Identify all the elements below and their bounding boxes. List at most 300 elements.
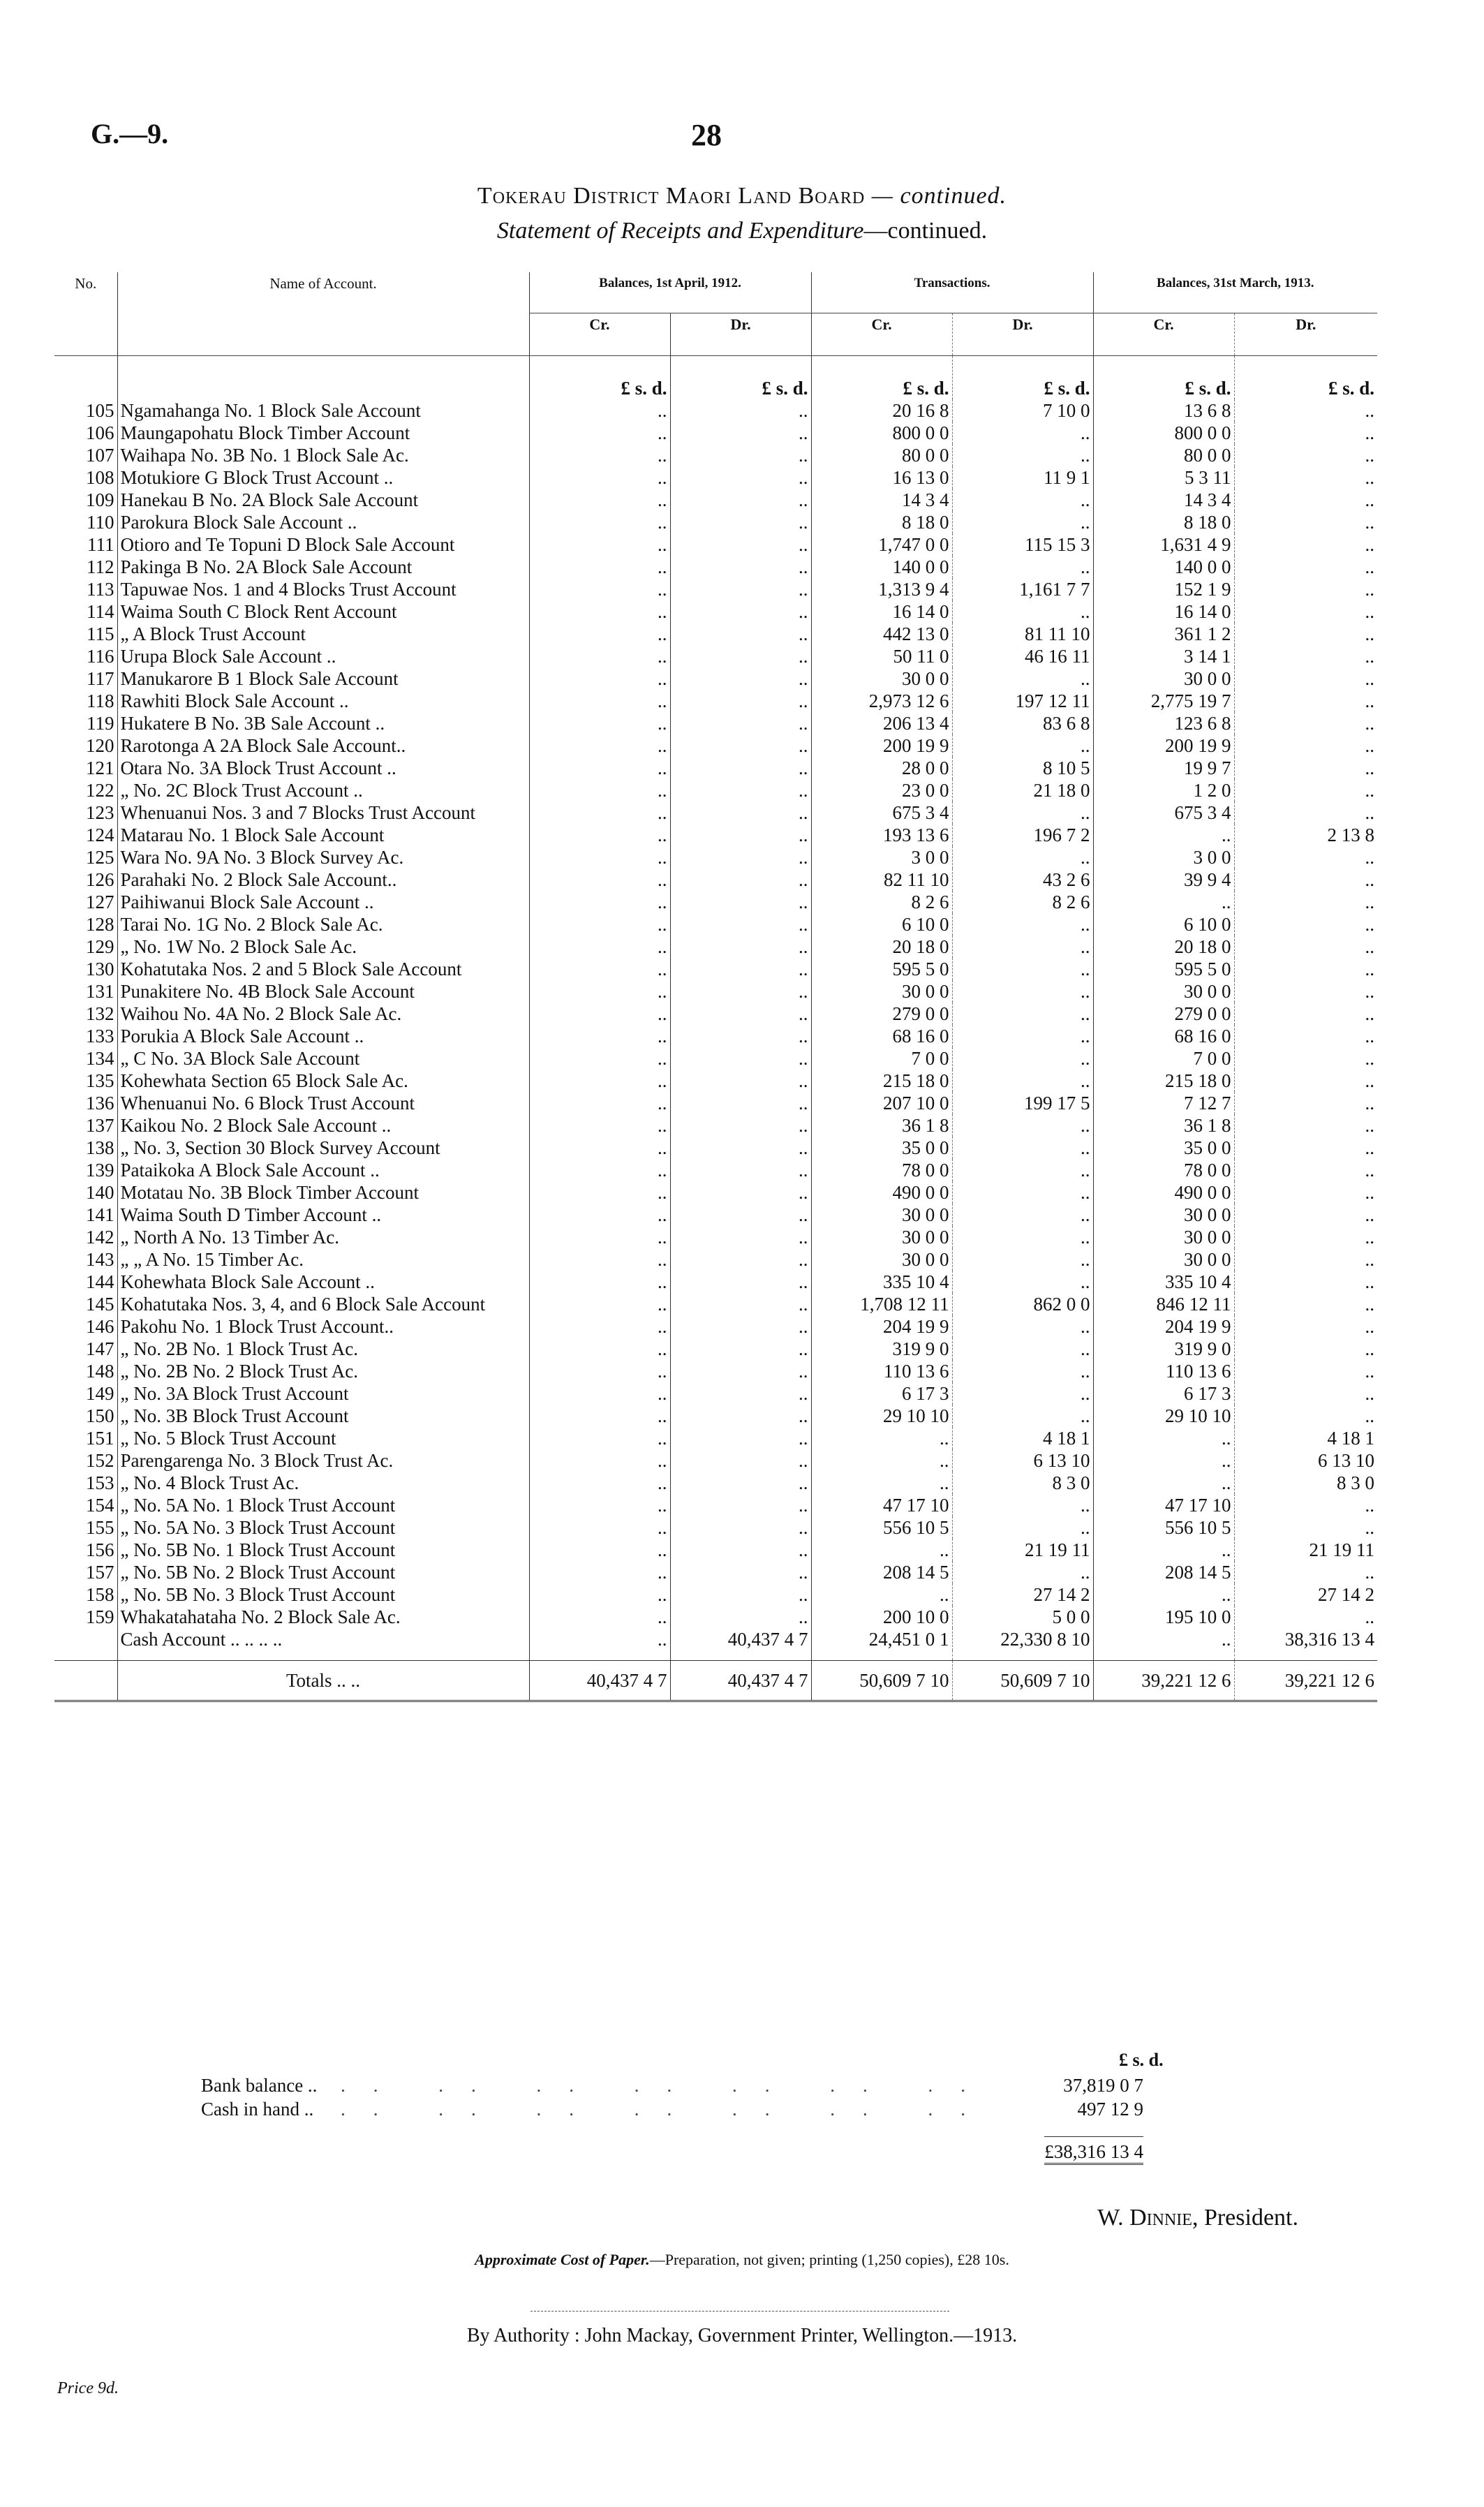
balance-1913-dr: .. — [1234, 578, 1377, 600]
cash-in-hand-label: Cash in hand .. — [201, 2099, 314, 2120]
cost-note — [0, 2251, 1484, 2269]
table-row — [54, 734, 1377, 757]
balance-1912-cr: .. — [529, 1606, 670, 1628]
balance-1913-cr: 19 9 7 — [1093, 757, 1234, 779]
balance-1912-dr: .. — [670, 1494, 811, 1516]
account-number: 108 — [86, 467, 114, 488]
balance-1913-cr: 490 0 0 — [1093, 1181, 1234, 1204]
transactions-cr: 30 0 0 — [811, 667, 952, 690]
balance-1912-cr: .. — [529, 1047, 670, 1070]
balance-1912-cr: .. — [529, 1293, 670, 1315]
balance-1913-dr: 21 19 11 — [1234, 1539, 1377, 1561]
balance-1912-dr: .. — [670, 422, 811, 444]
account-name: Tarai No. 1G No. 2 Block Sale Ac. — [117, 913, 529, 935]
balance-1913-cr: .. — [1093, 1427, 1234, 1449]
transactions-dr: 43 2 6 — [952, 868, 1093, 891]
transactions-cr: 24,451 0 1 — [811, 1628, 952, 1650]
transactions-dr: 46 16 11 — [952, 645, 1093, 667]
balance-1912-cr: .. — [529, 1226, 670, 1248]
transactions-cr: 3 0 0 — [811, 846, 952, 868]
balance-1913-cr: 30 0 0 — [1093, 1226, 1234, 1248]
balance-1912-dr: .. — [670, 1382, 811, 1405]
balance-1913-cr: 675 3 4 — [1093, 801, 1234, 824]
balance-1912-cr: .. — [529, 1315, 670, 1338]
balance-1913-cr: 7 0 0 — [1093, 1047, 1234, 1070]
balance-1913-cr: 30 0 0 — [1093, 1204, 1234, 1226]
account-name: Ngamahanga No. 1 Block Sale Account — [117, 399, 529, 422]
account-name: Urupa Block Sale Account .. — [117, 645, 529, 667]
bank-balance-label: Bank balance .. — [201, 2075, 318, 2096]
balance-1913-cr: 110 13 6 — [1093, 1360, 1234, 1382]
page-number: 28 — [691, 118, 722, 152]
balance-1913-cr: .. — [1093, 891, 1234, 913]
balance-1912-cr: .. — [529, 422, 670, 444]
transactions-cr: .. — [811, 1449, 952, 1472]
transactions-dr: .. — [952, 1382, 1093, 1405]
account-number: 147 — [86, 1338, 114, 1359]
account-name: Waima South D Timber Account .. — [117, 1204, 529, 1226]
transactions-dr: 21 18 0 — [952, 779, 1093, 801]
account-name: Tapuwae Nos. 1 and 4 Blocks Trust Account — [117, 578, 529, 600]
balance-1913-dr: .. — [1234, 958, 1377, 980]
balance-1913-dr: .. — [1234, 846, 1377, 868]
table-row — [54, 1248, 1377, 1271]
table-row — [54, 623, 1377, 645]
balance-1913-dr: .. — [1234, 667, 1377, 690]
balance-1913-dr: .. — [1234, 1405, 1377, 1427]
balance-1912-dr: .. — [670, 1561, 811, 1583]
balance-1913-dr: .. — [1234, 623, 1377, 645]
account-name: „ A Block Trust Account — [117, 623, 529, 645]
account-number: 142 — [86, 1227, 114, 1248]
transactions-dr: 83 6 8 — [952, 712, 1093, 734]
table-row — [54, 1025, 1377, 1047]
subtitle-main: Statement of Receipts and Expenditure — [496, 218, 864, 244]
transactions-dr: .. — [952, 1226, 1093, 1248]
header-b2-dr: Dr. — [1234, 313, 1377, 356]
bank-unit-label: £ s. d. — [1119, 2050, 1164, 2070]
balance-1912-cr: .. — [529, 958, 670, 980]
table-row — [54, 801, 1377, 824]
account-name: Kaikou No. 2 Block Sale Account .. — [117, 1114, 529, 1137]
balance-1912-cr: .. — [529, 444, 670, 466]
balance-1913-cr: 123 6 8 — [1093, 712, 1234, 734]
balance-1913-cr: 215 18 0 — [1093, 1070, 1234, 1092]
transactions-dr: .. — [952, 1159, 1093, 1181]
unit-label: £ s. d. — [670, 356, 811, 400]
account-name: „ C No. 3A Block Sale Account — [117, 1047, 529, 1070]
transactions-cr: .. — [811, 1583, 952, 1606]
balance-1912-dr: .. — [670, 690, 811, 712]
transactions-dr: 22,330 8 10 — [952, 1628, 1093, 1650]
balance-1912-dr: .. — [670, 757, 811, 779]
balance-1912-dr: .. — [670, 935, 811, 958]
transactions-dr: .. — [952, 1561, 1093, 1583]
balance-1913-cr: 20 18 0 — [1093, 935, 1234, 958]
account-name: „ No. 5 Block Trust Account — [117, 1427, 529, 1449]
table-row — [54, 1070, 1377, 1092]
transactions-cr: 30 0 0 — [811, 980, 952, 1003]
account-number: 136 — [86, 1093, 114, 1114]
balance-1913-dr: .. — [1234, 935, 1377, 958]
transactions-dr: 197 12 11 — [952, 690, 1093, 712]
balance-1912-cr: .. — [529, 1338, 670, 1360]
balance-1913-cr: 29 10 10 — [1093, 1405, 1234, 1427]
transactions-cr: 319 9 0 — [811, 1338, 952, 1360]
table-row — [54, 1137, 1377, 1159]
balance-1912-cr: .. — [529, 623, 670, 645]
account-number: 130 — [86, 959, 114, 979]
account-name: „ No. 5A No. 1 Block Trust Account — [117, 1494, 529, 1516]
account-name: Kohewhata Section 65 Block Sale Ac. — [117, 1070, 529, 1092]
account-name: „ No. 2B No. 1 Block Trust Ac. — [117, 1338, 529, 1360]
table-row — [54, 1539, 1377, 1561]
balance-1912-cr: .. — [529, 1427, 670, 1449]
transactions-dr: 8 3 0 — [952, 1472, 1093, 1494]
balance-1912-dr: .. — [670, 734, 811, 757]
document-title — [0, 183, 1484, 209]
balance-1912-cr: .. — [529, 1561, 670, 1583]
balance-1913-cr: 39 9 4 — [1093, 868, 1234, 891]
balance-1913-dr: .. — [1234, 1494, 1377, 1516]
balance-1913-cr: .. — [1093, 1539, 1234, 1561]
transactions-dr: .. — [952, 958, 1093, 980]
transactions-dr: .. — [952, 511, 1093, 533]
balance-1912-cr: .. — [529, 1628, 670, 1650]
account-number: 115 — [87, 623, 114, 644]
table-row — [54, 667, 1377, 690]
table-row — [54, 1181, 1377, 1204]
account-name: Rarotonga A 2A Block Sale Account.. — [117, 734, 529, 757]
totals-label: Totals .. .. — [117, 1661, 529, 1701]
table-row — [54, 489, 1377, 511]
balance-1913-cr: .. — [1093, 1449, 1234, 1472]
transactions-cr: .. — [811, 1539, 952, 1561]
transactions-cr: 6 17 3 — [811, 1382, 952, 1405]
transactions-cr: 200 19 9 — [811, 734, 952, 757]
table-row — [54, 1114, 1377, 1137]
account-number: 113 — [87, 579, 114, 600]
transactions-cr: 215 18 0 — [811, 1070, 952, 1092]
balance-1912-dr: .. — [670, 511, 811, 533]
balance-1912-cr: .. — [529, 1539, 670, 1561]
cost-text: —Preparation, not given; printing (1,250 copies), £28 10s. — [649, 2251, 1009, 2268]
balance-1912-cr: .. — [529, 935, 670, 958]
page-reference: G.—9. — [91, 118, 169, 149]
transactions-dr: 1,161 7 7 — [952, 578, 1093, 600]
balance-1913-dr: .. — [1234, 757, 1377, 779]
transactions-cr: 82 11 10 — [811, 868, 952, 891]
account-number: 111 — [87, 534, 114, 555]
balance-1913-dr: .. — [1234, 690, 1377, 712]
transactions-cr: 36 1 8 — [811, 1114, 952, 1137]
balance-1912-cr: .. — [529, 690, 670, 712]
balance-1912-dr: .. — [670, 1427, 811, 1449]
table-row — [54, 1204, 1377, 1226]
account-name: Kohatutaka Nos. 2 and 5 Block Sale Account — [117, 958, 529, 980]
transactions-cr: 208 14 5 — [811, 1561, 952, 1583]
transactions-dr: .. — [952, 1494, 1093, 1516]
account-name: Parahaki No. 2 Block Sale Account.. — [117, 868, 529, 891]
balance-1912-cr: .. — [529, 1405, 670, 1427]
cash-in-hand-value: 497 12 9 — [1077, 2099, 1143, 2120]
transactions-dr: .. — [952, 980, 1093, 1003]
balance-1913-dr: .. — [1234, 1360, 1377, 1382]
balance-1912-dr: .. — [670, 1181, 811, 1204]
table-row — [54, 1047, 1377, 1070]
balance-1913-dr: .. — [1234, 1516, 1377, 1539]
balance-1912-dr: .. — [670, 1449, 811, 1472]
account-name: Waihou No. 4A No. 2 Block Sale Ac. — [117, 1003, 529, 1025]
balance-1912-dr: .. — [670, 1003, 811, 1025]
balance-1913-dr: .. — [1234, 422, 1377, 444]
balance-1913-dr: .. — [1234, 533, 1377, 556]
balance-1913-cr: 8 18 0 — [1093, 511, 1234, 533]
transactions-cr: 110 13 6 — [811, 1360, 952, 1382]
table-row — [54, 556, 1377, 578]
signature-title: President. — [1203, 2205, 1298, 2231]
header-name: Name of Account. — [117, 272, 529, 356]
account-number: 140 — [86, 1182, 114, 1203]
balance-1912-dr: .. — [670, 1405, 811, 1427]
account-name: Whenuanui Nos. 3 and 7 Blocks Trust Account — [117, 801, 529, 824]
cost-label: Approximate Cost of Paper. — [475, 2251, 650, 2268]
balance-1913-dr: .. — [1234, 1070, 1377, 1092]
transactions-cr: 50 11 0 — [811, 645, 952, 667]
balance-1912-cr: .. — [529, 1025, 670, 1047]
balance-1913-cr: 140 0 0 — [1093, 556, 1234, 578]
balance-1913-dr: 38,316 13 4 — [1234, 1628, 1377, 1650]
balance-1912-cr: .. — [529, 846, 670, 868]
table-row — [54, 466, 1377, 489]
balance-1912-dr: .. — [670, 1114, 811, 1137]
account-number: 110 — [87, 512, 114, 533]
balance-1912-dr: .. — [670, 891, 811, 913]
account-number: 151 — [86, 1428, 114, 1449]
account-number: 143 — [86, 1249, 114, 1270]
account-number: 138 — [86, 1137, 114, 1158]
account-number: 116 — [87, 646, 114, 667]
bank-total-value: £38,316 13 4 — [1044, 2136, 1143, 2165]
balance-1912-dr: .. — [670, 913, 811, 935]
account-number: 137 — [86, 1115, 114, 1136]
balance-1913-cr: 16 14 0 — [1093, 600, 1234, 623]
price-note: Price 9d. — [57, 2379, 119, 2397]
table-row — [54, 846, 1377, 868]
account-number: 158 — [86, 1584, 114, 1605]
transactions-cr: 8 18 0 — [811, 511, 952, 533]
transactions-dr: 4 18 1 — [952, 1427, 1093, 1449]
account-number: 159 — [86, 1606, 114, 1627]
account-name: „ No. 1W No. 2 Block Sale Ac. — [117, 935, 529, 958]
account-name: Matarau No. 1 Block Sale Account — [117, 824, 529, 846]
balance-1913-cr: 152 1 9 — [1093, 578, 1234, 600]
balance-1913-cr: 319 9 0 — [1093, 1338, 1234, 1360]
account-number: 154 — [86, 1495, 114, 1516]
account-name: Manukarore B 1 Block Sale Account — [117, 667, 529, 690]
transactions-dr: 862 0 0 — [952, 1293, 1093, 1315]
balance-1913-cr: 1 2 0 — [1093, 779, 1234, 801]
table-row — [54, 444, 1377, 466]
transactions-dr: .. — [952, 1271, 1093, 1293]
table-row — [54, 533, 1377, 556]
table-row — [54, 511, 1377, 533]
balance-1913-dr: .. — [1234, 556, 1377, 578]
balance-1912-cr: .. — [529, 645, 670, 667]
transactions-cr: 335 10 4 — [811, 1271, 952, 1293]
table-row — [54, 645, 1377, 667]
balance-1912-dr: 40,437 4 7 — [670, 1628, 811, 1650]
transactions-dr: .. — [952, 489, 1093, 511]
balance-1913-cr: 5 3 11 — [1093, 466, 1234, 489]
account-number: 125 — [86, 847, 114, 868]
balance-1912-dr: .. — [670, 1472, 811, 1494]
balance-1912-cr: .. — [529, 980, 670, 1003]
balance-1913-cr: 30 0 0 — [1093, 1248, 1234, 1271]
table-row — [54, 422, 1377, 444]
table-row — [54, 779, 1377, 801]
balance-1913-cr: 195 10 0 — [1093, 1606, 1234, 1628]
transactions-dr: .. — [952, 1070, 1093, 1092]
unit-label: £ s. d. — [952, 356, 1093, 400]
balance-1913-cr: 361 1 2 — [1093, 623, 1234, 645]
balance-1912-cr: .. — [529, 1070, 670, 1092]
balance-1913-dr: .. — [1234, 1338, 1377, 1360]
transactions-cr: 595 5 0 — [811, 958, 952, 980]
balance-1913-dr: 27 14 2 — [1234, 1583, 1377, 1606]
balance-1913-dr: .. — [1234, 1159, 1377, 1181]
title-main: Tokerau District Maori Land Board — [477, 183, 866, 209]
balance-1913-dr: .. — [1234, 1114, 1377, 1137]
header-no: No. — [54, 272, 117, 356]
account-number: 124 — [86, 824, 114, 845]
table-row — [54, 1472, 1377, 1494]
transactions-dr: .. — [952, 1360, 1093, 1382]
balance-1913-dr: .. — [1234, 444, 1377, 466]
transactions-cr: 30 0 0 — [811, 1248, 952, 1271]
transactions-cr: .. — [811, 1427, 952, 1449]
transactions-cr: .. — [811, 1472, 952, 1494]
transactions-cr: 490 0 0 — [811, 1181, 952, 1204]
balance-1912-cr: .. — [529, 1516, 670, 1539]
balance-1912-dr: .. — [670, 1539, 811, 1561]
table-row — [54, 1561, 1377, 1583]
balance-1913-cr: 2,775 19 7 — [1093, 690, 1234, 712]
account-number: 152 — [86, 1450, 114, 1471]
transactions-cr: 30 0 0 — [811, 1226, 952, 1248]
totals-row — [54, 1661, 1377, 1701]
balance-1913-dr: .. — [1234, 1248, 1377, 1271]
balance-1912-cr: .. — [529, 1494, 670, 1516]
balance-1912-cr: .. — [529, 578, 670, 600]
totals-t-dr: 50,609 7 10 — [952, 1661, 1093, 1701]
balance-1912-cr: .. — [529, 466, 670, 489]
transactions-dr: .. — [952, 1137, 1093, 1159]
account-name: „ No. 5A No. 3 Block Trust Account — [117, 1516, 529, 1539]
signature — [1097, 2205, 1298, 2231]
unit-label: £ s. d. — [1234, 356, 1377, 400]
account-name: Cash Account .. .. .. .. — [117, 1628, 529, 1650]
header-b1-cr: Cr. — [529, 313, 670, 356]
document-subtitle — [0, 218, 1484, 244]
account-name: „ North A No. 13 Timber Ac. — [117, 1226, 529, 1248]
transactions-cr: 14 3 4 — [811, 489, 952, 511]
balance-1913-cr: .. — [1093, 1628, 1234, 1650]
balance-1913-cr: 204 19 9 — [1093, 1315, 1234, 1338]
accounts-body — [54, 356, 1377, 1651]
header-balances-1913: Balances, 31st March, 1913. — [1093, 272, 1377, 313]
transactions-cr: 20 18 0 — [811, 935, 952, 958]
balance-1913-cr: .. — [1093, 824, 1234, 846]
balance-1912-cr: .. — [529, 1360, 670, 1382]
balance-1912-dr: .. — [670, 779, 811, 801]
table-row — [54, 757, 1377, 779]
account-number: 112 — [87, 556, 114, 577]
transactions-cr: 20 16 8 — [811, 399, 952, 422]
transactions-dr: .. — [952, 935, 1093, 958]
balance-1913-dr: .. — [1234, 1293, 1377, 1315]
transactions-dr: 199 17 5 — [952, 1092, 1093, 1114]
balance-1912-dr: .. — [670, 1047, 811, 1070]
balance-1912-dr: .. — [670, 667, 811, 690]
transactions-dr: 7 10 0 — [952, 399, 1093, 422]
balance-1913-dr: .. — [1234, 489, 1377, 511]
table-row — [54, 1427, 1377, 1449]
balance-1913-dr: .. — [1234, 801, 1377, 824]
header-balances-1912: Balances, 1st April, 1912. — [529, 272, 811, 313]
balance-1912-cr: .. — [529, 1472, 670, 1494]
transactions-dr: 6 13 10 — [952, 1449, 1093, 1472]
balance-1913-dr: .. — [1234, 1204, 1377, 1226]
account-name: Otioro and Te Topuni D Block Sale Account — [117, 533, 529, 556]
account-name: Whakatahataha No. 2 Block Sale Ac. — [117, 1606, 529, 1628]
account-name: Porukia A Block Sale Account .. — [117, 1025, 529, 1047]
balance-1913-cr: 78 0 0 — [1093, 1159, 1234, 1181]
transactions-cr: 800 0 0 — [811, 422, 952, 444]
unit-label: £ s. d. — [811, 356, 952, 400]
account-name: „ No. 5B No. 2 Block Trust Account — [117, 1561, 529, 1583]
transactions-cr: 1,708 12 11 — [811, 1293, 952, 1315]
balance-1913-cr: 6 17 3 — [1093, 1382, 1234, 1405]
account-name: „ No. 5B No. 3 Block Trust Account — [117, 1583, 529, 1606]
balance-1913-cr: 1,631 4 9 — [1093, 533, 1234, 556]
totals-b1-dr: 40,437 4 7 — [670, 1661, 811, 1701]
totals-t-cr: 50,609 7 10 — [811, 1661, 952, 1701]
balance-1913-dr: .. — [1234, 511, 1377, 533]
transactions-dr: 8 10 5 — [952, 757, 1093, 779]
table-row — [54, 1583, 1377, 1606]
account-name: Parokura Block Sale Account .. — [117, 511, 529, 533]
transactions-cr: 80 0 0 — [811, 444, 952, 466]
table-row — [54, 868, 1377, 891]
balance-1913-dr: .. — [1234, 645, 1377, 667]
transactions-cr: 442 13 0 — [811, 623, 952, 645]
balance-1912-dr: .. — [670, 1293, 811, 1315]
account-number: 122 — [86, 780, 114, 801]
transactions-cr: 28 0 0 — [811, 757, 952, 779]
signature-name: W. Dinnie, — [1097, 2205, 1199, 2231]
divider — [530, 2311, 949, 2312]
table-row — [54, 1360, 1377, 1382]
transactions-cr: 200 10 0 — [811, 1606, 952, 1628]
table-row — [54, 399, 1377, 422]
leader-dots: .. .. .. .. .. .. .. — [341, 2075, 993, 2096]
balance-1913-dr: .. — [1234, 1315, 1377, 1338]
totals-b2-cr: 39,221 12 6 — [1093, 1661, 1234, 1701]
balance-1912-dr: .. — [670, 623, 811, 645]
balance-1913-dr: .. — [1234, 1561, 1377, 1583]
balance-1912-dr: .. — [670, 958, 811, 980]
